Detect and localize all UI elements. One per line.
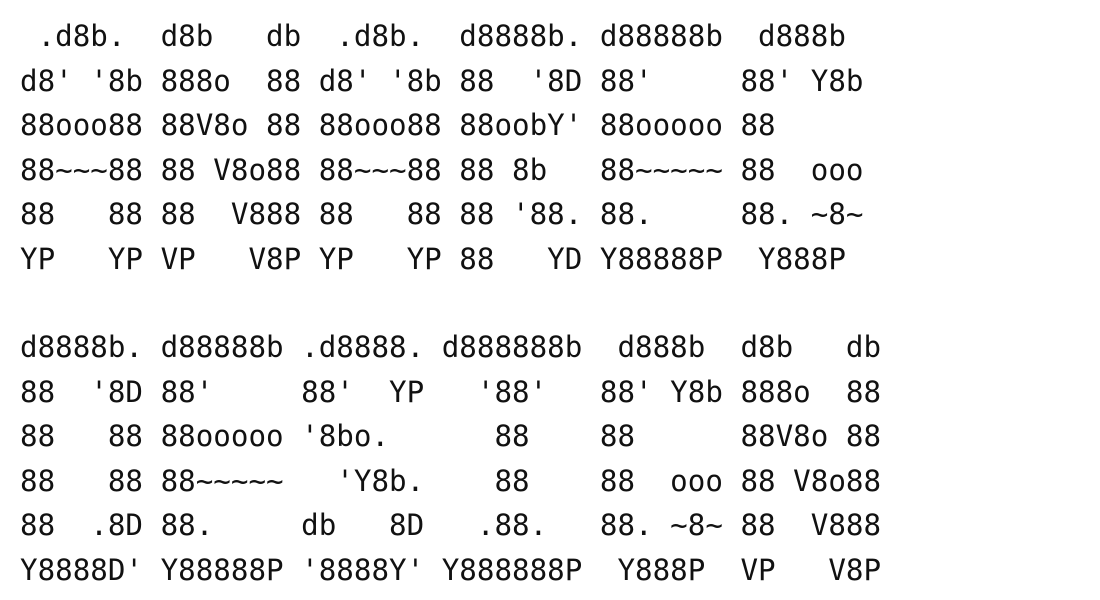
ascii-line: 88 88 88~~~~~ 'Y8b. 88 88 ooo 88 V8o88 — [20, 463, 882, 498]
ascii-line: d8' '8b 888o 88 d8' '8b 88 '8D 88' 88' Y8b — [20, 63, 864, 98]
ascii-block-bottom — [20, 325, 1090, 592]
ascii-line: 88~~~88 88 V8o88 88~~~88 88 8b 88~~~~~ 88 ooo — [20, 152, 864, 187]
ascii-line: .d8b. d8b db .d8b. d8888b. d88888b d888b — [20, 19, 846, 53]
ascii-line: d8888b. d88888b .d8888. d888888b d888b d8b db — [20, 330, 882, 364]
ascii-line: YP YP VP V8P YP YP 88 YD Y88888P Y888P — [20, 241, 846, 276]
ascii-line: Y8888D' Y88888P '8888Y' Y888888P Y888P VP V8P — [20, 552, 882, 587]
ascii-block-top — [20, 14, 1090, 281]
ascii-art-banner — [20, 14, 1090, 592]
ascii-line: 88 88 88 V888 88 88 88 '88. 88. 88. ~8~ — [20, 197, 864, 231]
ascii-line: 88 .8D 88. db 8D .88. 88. ~8~ 88 V888 — [20, 508, 882, 542]
ascii-line: 88 '8D 88' 88' YP '88' 88' Y8b 888o 88 — [20, 374, 882, 409]
ascii-line: 88ooo88 88V8o 88 88ooo88 88oobY' 88ooooo 88 — [20, 108, 776, 142]
ascii-line: 88 88 88ooooo '8bo. 88 88 88V8o 88 — [20, 419, 882, 453]
